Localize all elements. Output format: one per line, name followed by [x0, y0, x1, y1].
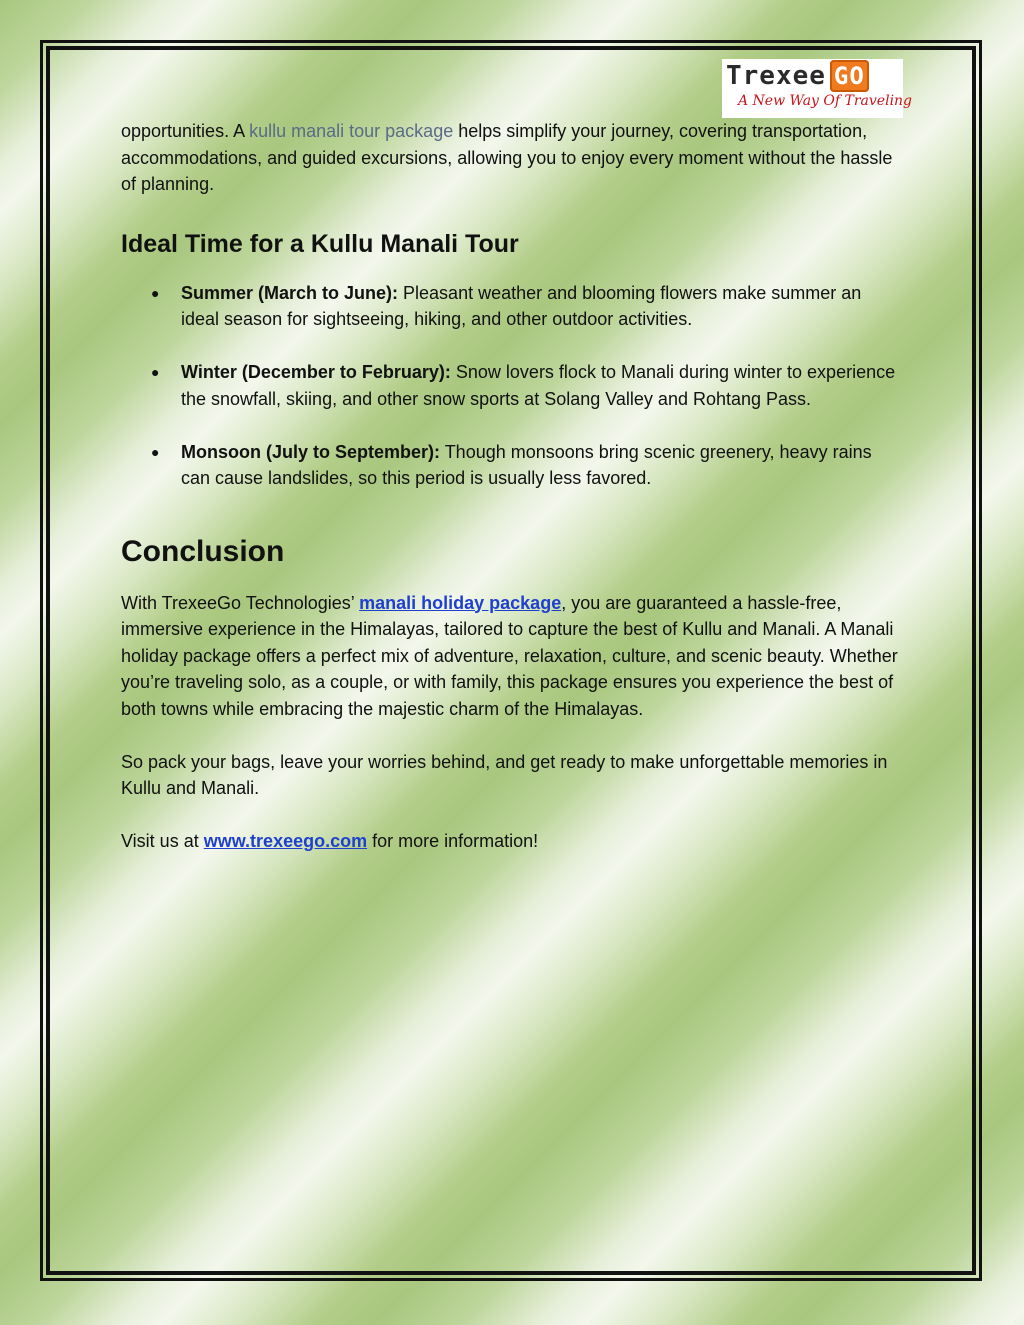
trexeego-logo: [722, 59, 913, 118]
visit-text-before: Visit us at: [121, 831, 204, 851]
conclusion-p1-before: With TrexeeGo Technologies’: [121, 592, 360, 613]
document-body: [121, 118, 901, 855]
season-label: Summer (March to June):: [181, 282, 399, 303]
ideal-time-list: [121, 280, 901, 492]
season-text: Though monsoons bring scenic greenery, heavy rains can cause landslides, so this period is usually less favored.: [181, 441, 872, 488]
season-label: Monsoon (July to September):: [181, 441, 441, 462]
manali-holiday-package-link[interactable]: manali holiday package: [359, 592, 562, 613]
list-item-winter: [121, 359, 901, 412]
logo-tagline: A New Way Of Traveling: [738, 93, 913, 109]
season-text: Pleasant weather and blooming flowers make summer an ideal season for sightseeing, hiking, and other outdoor activities.: [181, 282, 862, 329]
bullet-icon: ●: [151, 443, 160, 460]
logo-word-go: GO: [830, 60, 869, 92]
season-label: Winter (December to February):: [181, 362, 451, 382]
visit-text-after: for more information!: [367, 831, 539, 851]
conclusion-p1-after: , you are guaranteed a hassle-free, immersive experience in the Himalayas, tailored to capture the best of Kullu and Manali. A Manali holiday package offers a perfect mix of adventure, relaxation, culture, and scenic beauty. Whether you’re traveling solo, as a couple, or with family, this package ensures you experience the best of both towns while embracing the majestic charm of the Himalayas.: [121, 592, 898, 719]
intro-text-before: opportunities. A: [121, 121, 250, 141]
intro-paragraph: [121, 118, 901, 198]
kullu-manali-tour-package-link[interactable]: kullu manali tour package: [249, 121, 454, 141]
trexeego-website-link[interactable]: www.trexeego.com: [203, 831, 368, 851]
intro-text-after: helps simplify your journey, covering transportation, accommodations, and guided excursions, allowing you to enjoy every moment without the hassle of planning.: [121, 121, 893, 194]
conclusion-paragraph-1: [121, 590, 901, 723]
logo-wordmark: [726, 61, 869, 91]
conclusion-paragraph-2: So pack your bags, leave your worries behind, and get ready to make unforgettable memories in Kullu and Manali.: [121, 751, 888, 798]
logo-word-trexee: Trexee: [726, 61, 826, 91]
list-item-summer: [121, 280, 901, 333]
list-item-monsoon: [121, 439, 901, 492]
conclusion-heading: Conclusion: [121, 534, 285, 568]
bullet-icon: ●: [151, 364, 160, 380]
bullet-icon: ●: [151, 284, 160, 301]
conclusion-paragraph-3: [121, 828, 901, 855]
ideal-time-heading: Ideal Time for a Kullu Manali Tour: [121, 229, 519, 258]
season-text: Snow lovers flock to Manali during winter to experience the snowfall, skiing, and other snow sports at Solang Valley and Rohtang Pass.: [181, 362, 896, 409]
